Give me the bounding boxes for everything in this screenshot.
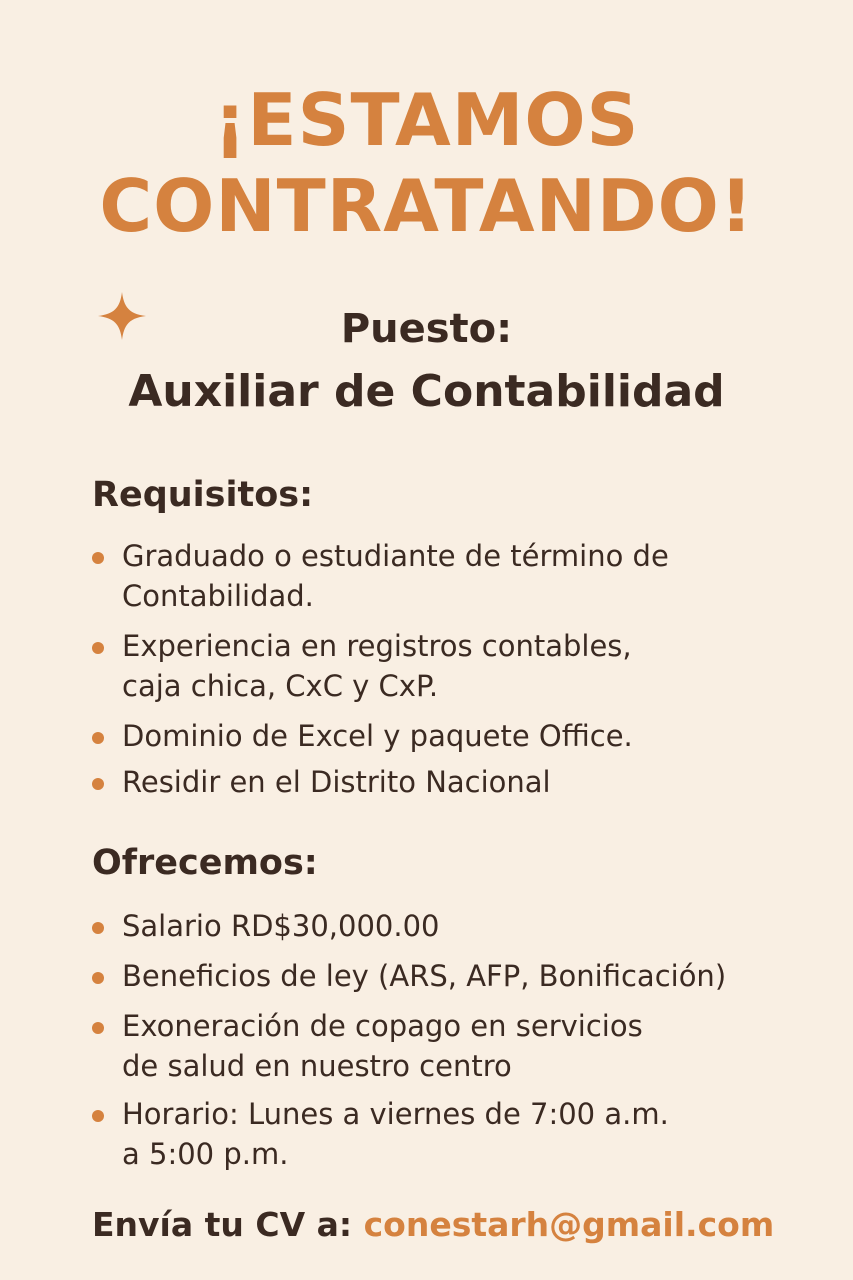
list-item-line-1: Experiencia en registros contables,	[122, 629, 632, 663]
list-item-line-1: Horario: Lunes a viernes de 7:00 a.m.	[122, 1097, 669, 1131]
contact-label: Envía tu CV a:	[92, 1205, 353, 1244]
bullet-dot-icon	[92, 642, 104, 654]
list-item-line-2: Contabilidad.	[122, 579, 314, 613]
bullet-dot-icon	[92, 1110, 104, 1122]
headline-line-1: ¡ESTAMOS	[213, 78, 640, 162]
bullet-dot-icon	[92, 778, 104, 790]
headline-line-2: CONTRATANDO!	[99, 164, 754, 248]
list-item	[92, 906, 832, 956]
list-item	[92, 626, 832, 716]
bullet-dot-icon	[92, 922, 104, 934]
list-item-line-1: Salario RD$30,000.00	[122, 909, 440, 943]
bullet-dot-icon	[92, 732, 104, 744]
list-item-line-2: de salud en nuestro centro	[122, 1049, 512, 1083]
position-title: Auxiliar de Contabilidad	[128, 366, 725, 417]
list-item	[92, 1006, 832, 1094]
position-label: Puesto:	[340, 306, 513, 352]
list-item	[92, 956, 832, 1006]
contact-email: conestarh@gmail.com	[363, 1205, 775, 1244]
bullet-dot-icon	[92, 1022, 104, 1034]
bullet-dot-icon	[92, 972, 104, 984]
list-item-line-2: a 5:00 p.m.	[122, 1137, 289, 1171]
offers-list	[92, 906, 832, 1182]
list-item-line-1: Dominio de Excel y paquete Office.	[122, 719, 633, 753]
list-item	[92, 762, 832, 808]
offers-heading: Ofrecemos:	[92, 843, 318, 883]
list-item-line-1: Graduado o estudiante de término de	[122, 539, 669, 573]
list-item-line-2: caja chica, CxC y CxP.	[122, 669, 439, 703]
list-item	[92, 716, 832, 762]
requirements-heading: Requisitos:	[92, 475, 314, 515]
requirements-list	[92, 536, 832, 808]
list-item	[92, 1094, 832, 1182]
list-item	[92, 536, 832, 626]
bullet-dot-icon	[92, 552, 104, 564]
list-item-line-1: Beneficios de ley (ARS, AFP, Bonificación)	[122, 959, 727, 993]
list-item-line-1: Exoneración de copago en servicios	[122, 1009, 643, 1043]
list-item-line-1: Residir en el Distrito Nacional	[122, 765, 551, 799]
contact-line	[92, 1205, 775, 1244]
